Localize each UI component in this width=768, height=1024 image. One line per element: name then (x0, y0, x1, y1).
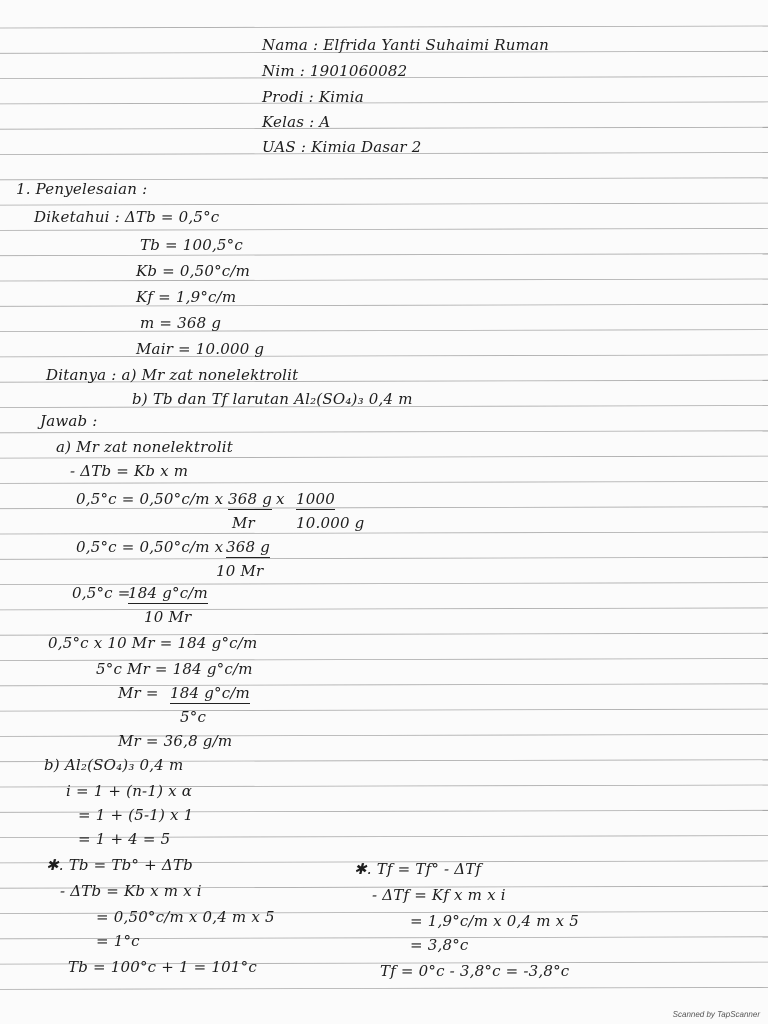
multiply-sign: x (276, 490, 285, 508)
ruled-line (0, 557, 768, 559)
equation-step: 0,5°c x 10 Mr = 184 g°c/m (48, 634, 258, 652)
ruled-line (0, 102, 768, 104)
ruled-line (0, 355, 768, 357)
ruled-line (0, 481, 768, 483)
equation-step: Mr = (118, 684, 159, 702)
ruled-line (0, 684, 768, 686)
vant-hoff-result: = 1 + 4 = 5 (78, 830, 171, 848)
equation-step: 0,5°c = 0,50°c/m x (76, 538, 224, 556)
ruled-line (0, 203, 768, 205)
tf-step: = 1,9°c/m x 0,4 m x 5 (410, 912, 579, 930)
ruled-line (0, 456, 768, 458)
ruled-line (0, 279, 768, 281)
ditanya-b: b) Tb dan Tf larutan Al₂(SO₄)₃ 0,4 m (132, 390, 413, 408)
ruled-line (0, 127, 768, 129)
fraction-numerator: 368 g (228, 490, 273, 508)
tf-step: = 3,8°c (410, 936, 469, 954)
fraction-numerator: 184 g°c/m (170, 684, 250, 702)
tb-step: - ΔTb = Kb x m x i (60, 882, 202, 900)
known-item: Kb = 0,50°c/m (136, 262, 251, 280)
tb-step: = 1°c (96, 932, 140, 950)
part-a-title: a) Mr zat nonelektrolit (56, 438, 233, 456)
tb-heading: ✱. Tb = Tb° + ΔTb (46, 856, 193, 874)
fraction-denominator: 10 Mr (216, 562, 264, 580)
equation-step: 0,5°c = (72, 584, 131, 602)
scanner-watermark: Scanned by TapScanner (672, 1010, 760, 1019)
section-heading: 1. Penyelesaian : (16, 180, 148, 198)
ruled-line (0, 709, 768, 711)
exam-title: UAS : Kimia Dasar 2 (262, 138, 422, 156)
mr-result: Mr = 36,8 g/m (118, 732, 233, 750)
ruled-line (0, 987, 768, 989)
jawab-label: Jawab : (40, 412, 98, 430)
tf-result: Tf = 0°c - 3,8°c = -3,8°c (380, 962, 570, 980)
ruled-line (0, 26, 768, 28)
student-prodi: Prodi : Kimia (262, 88, 364, 106)
ruled-line (0, 734, 768, 736)
tf-step: - ΔTf = Kf x m x i (372, 886, 506, 904)
ruled-line (0, 532, 768, 534)
equation-step: 0,5°c = 0,50°c/m x (76, 490, 224, 508)
ruled-line (0, 304, 768, 306)
ruled-line (0, 608, 768, 610)
fraction-denominator: 10.000 g (296, 514, 365, 532)
known-item: Tb = 100,5°c (140, 236, 243, 254)
student-nim: Nim : 1901060082 (262, 62, 408, 80)
known-item: Mair = 10.000 g (136, 340, 265, 358)
equation-step: 5°c Mr = 184 g°c/m (96, 660, 253, 678)
ruled-line (0, 431, 768, 433)
vant-hoff-step: = 1 + (5-1) x 1 (78, 806, 194, 824)
known-item: Kf = 1,9°c/m (136, 288, 237, 306)
formula-line: - ΔTb = Kb x m (70, 462, 189, 480)
fraction-denominator: 10 Mr (144, 608, 192, 626)
fraction-numerator: 184 g°c/m (128, 584, 208, 602)
known-item: m = 368 g (140, 314, 222, 332)
tb-result: Tb = 100°c + 1 = 101°c (68, 958, 257, 976)
student-kelas: Kelas : A (262, 113, 331, 131)
ruled-line (0, 330, 768, 332)
ruled-line (0, 254, 768, 256)
ditanya-a: Ditanya : a) Mr zat nonelektrolit (46, 366, 299, 384)
tb-step: = 0,50°c/m x 0,4 m x 5 (96, 908, 275, 926)
student-name: Nama : Elfrida Yanti Suhaimi Ruman (262, 36, 550, 54)
fraction-denominator: 5°c (180, 708, 207, 726)
diketahui-label: Diketahui : ΔTb = 0,5°c (34, 208, 220, 226)
fraction-numerator: 368 g (226, 538, 271, 556)
part-b-title: b) Al₂(SO₄)₃ 0,4 m (44, 756, 184, 774)
fraction-numerator: 1000 (296, 490, 335, 508)
ruled-line (0, 228, 768, 230)
tf-heading: ✱. Tf = Tf° - ΔTf (354, 860, 482, 878)
vant-hoff-formula: i = 1 + (n-1) x α (66, 782, 193, 800)
fraction-denominator: Mr (232, 514, 255, 532)
